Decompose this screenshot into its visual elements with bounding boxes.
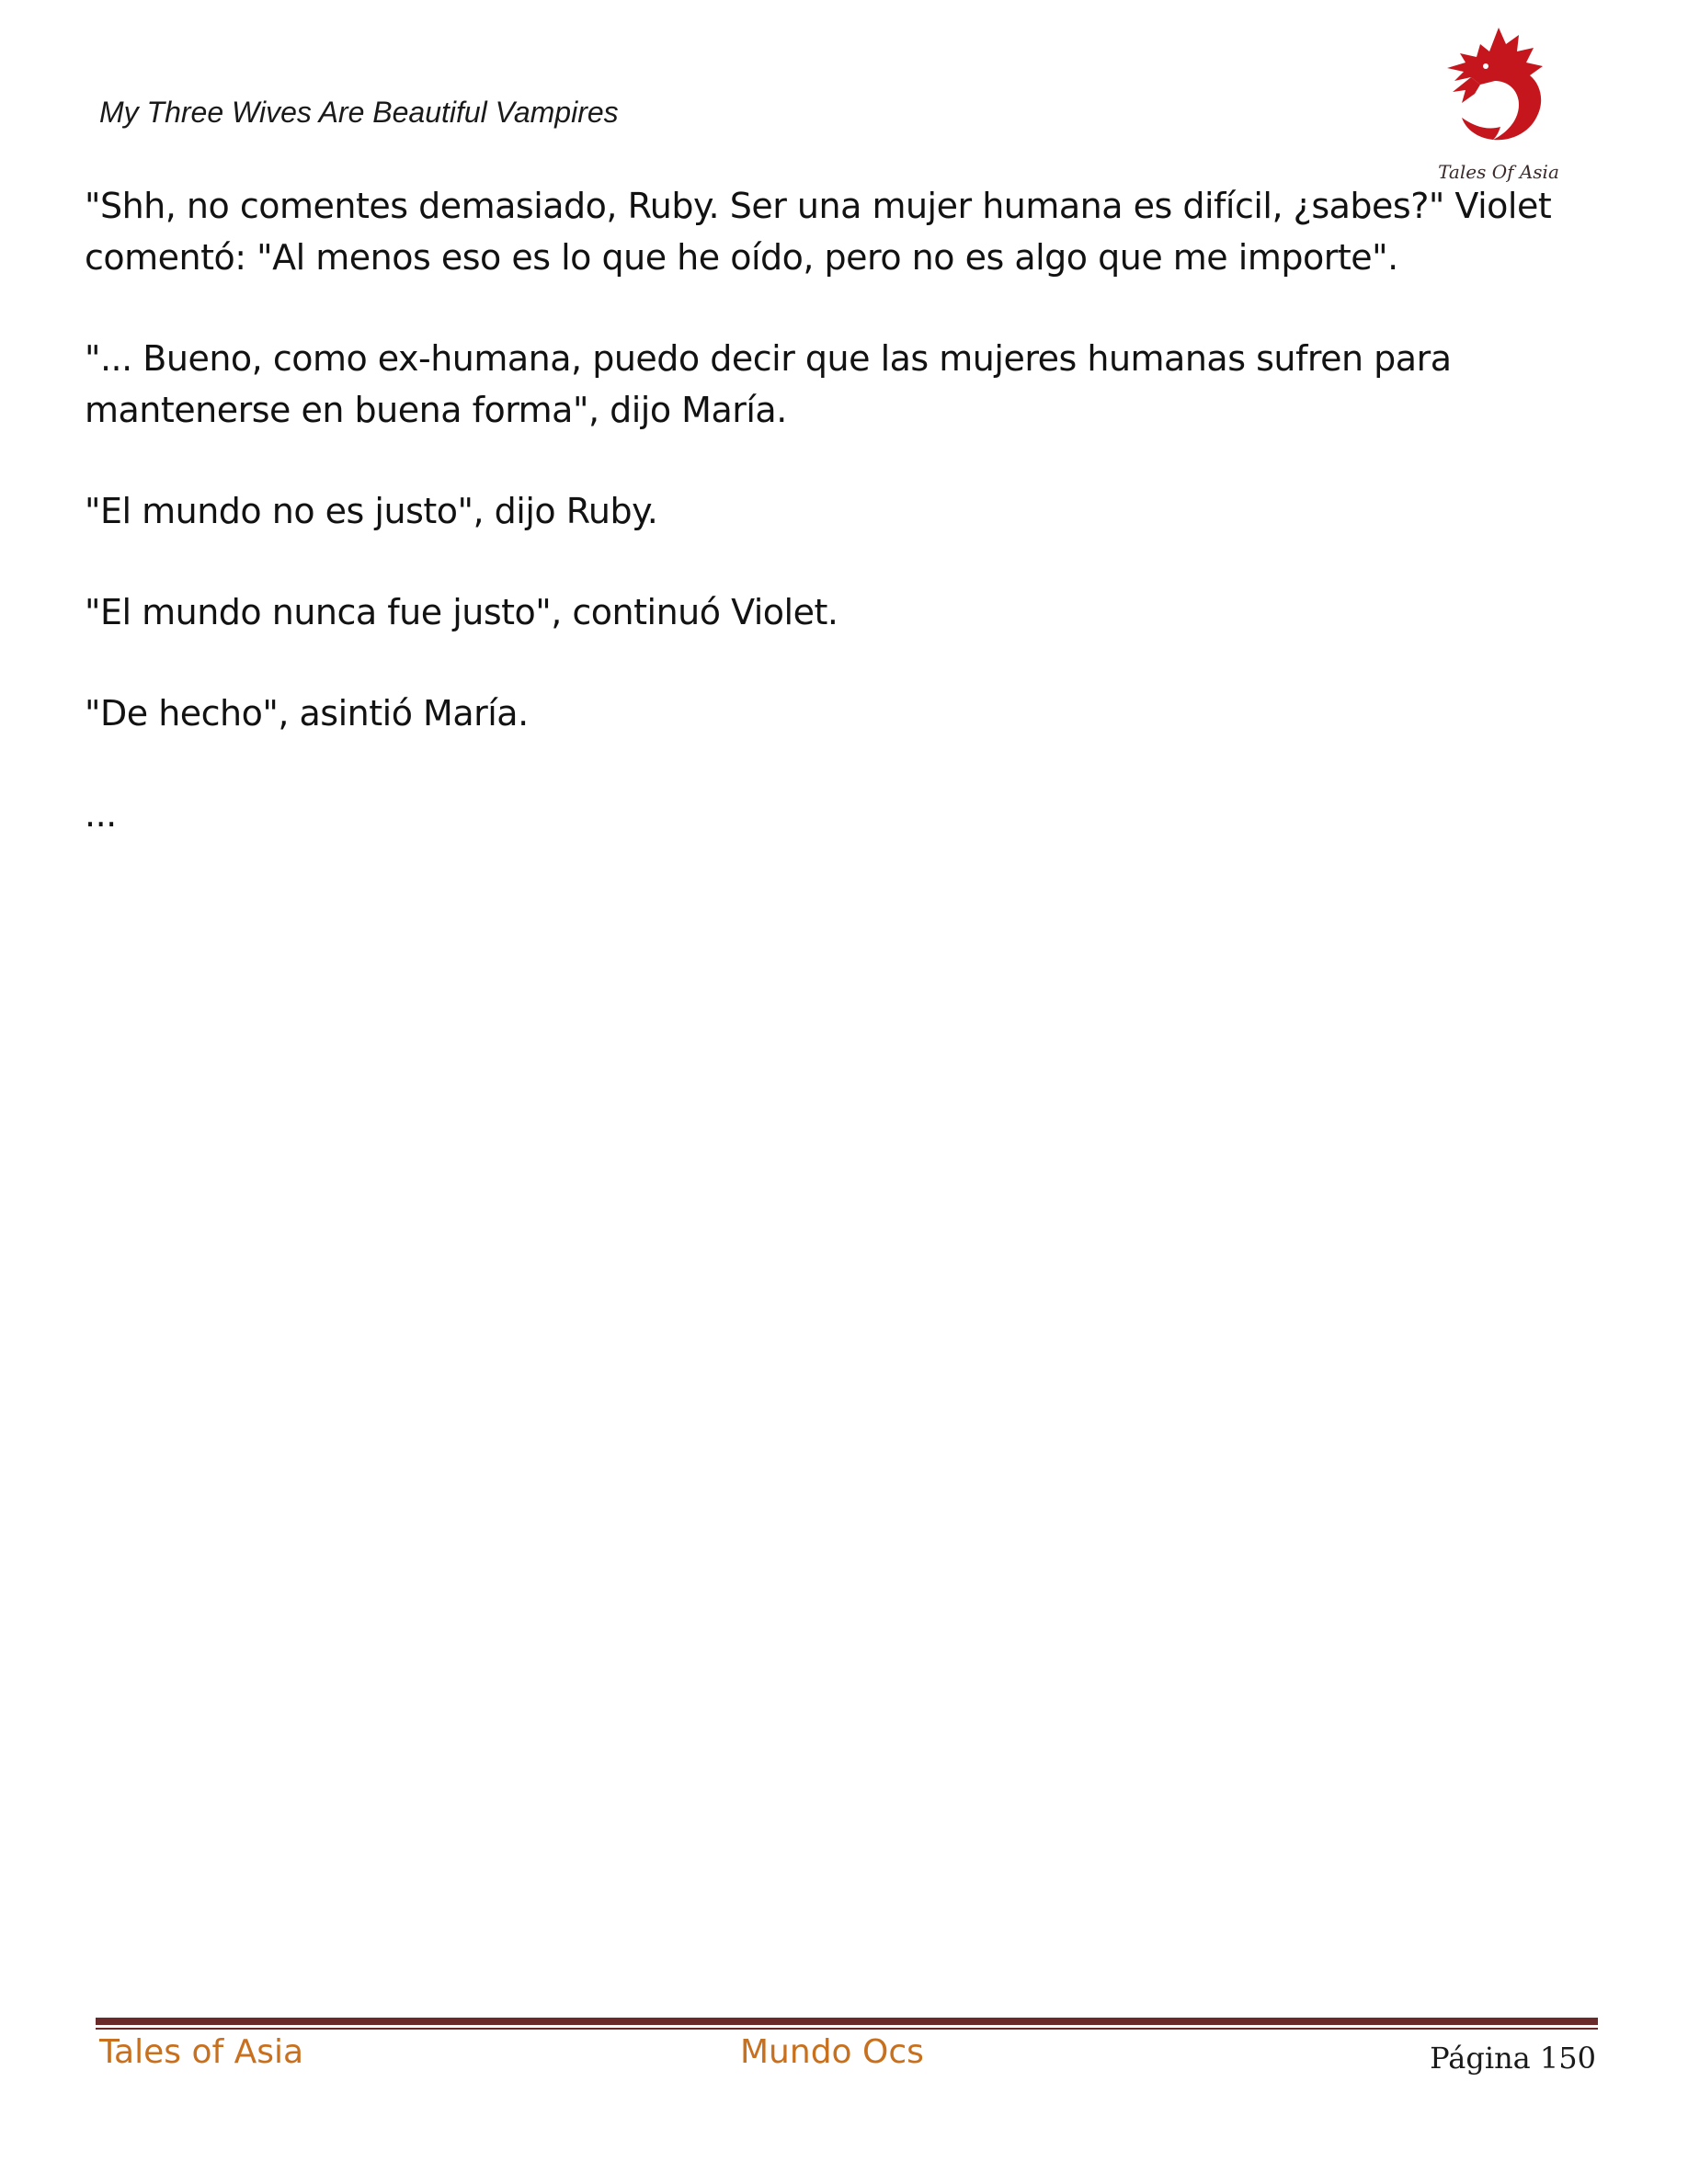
paragraph: "De hecho", asintió María. xyxy=(85,693,529,734)
tales-of-asia-logo xyxy=(1434,20,1563,182)
footer-section: Mundo Ocs xyxy=(740,2033,924,2071)
paragraph: "El mundo nunca fue justo", continuó Violet. xyxy=(85,592,838,632)
footer-publisher: Tales of Asia xyxy=(99,2033,304,2071)
footer-divider xyxy=(96,2018,1598,2030)
logo-text: Tales Of Asia xyxy=(1438,161,1559,182)
paragraph: "El mundo no es justo", dijo Ruby. xyxy=(85,491,658,531)
paragraph: "... Bueno, como ex-humana, puedo decir que las mujeres humanas sufren para mantenerse en buena forma", dijo María. xyxy=(85,338,1452,430)
page-number: Página 150 xyxy=(1430,2041,1596,2076)
paragraph: ... xyxy=(85,794,117,835)
red-dragon-icon xyxy=(1447,28,1543,140)
document-body xyxy=(85,180,1611,890)
document-header-title: My Three Wives Are Beautiful Vampires xyxy=(99,96,619,129)
paragraph: "Shh, no comentes demasiado, Ruby. Ser una mujer humana es difícil, ¿sabes?" Violet comentó: "Al menos eso es lo que he oído, pero no es algo que me importe". xyxy=(85,186,1552,278)
